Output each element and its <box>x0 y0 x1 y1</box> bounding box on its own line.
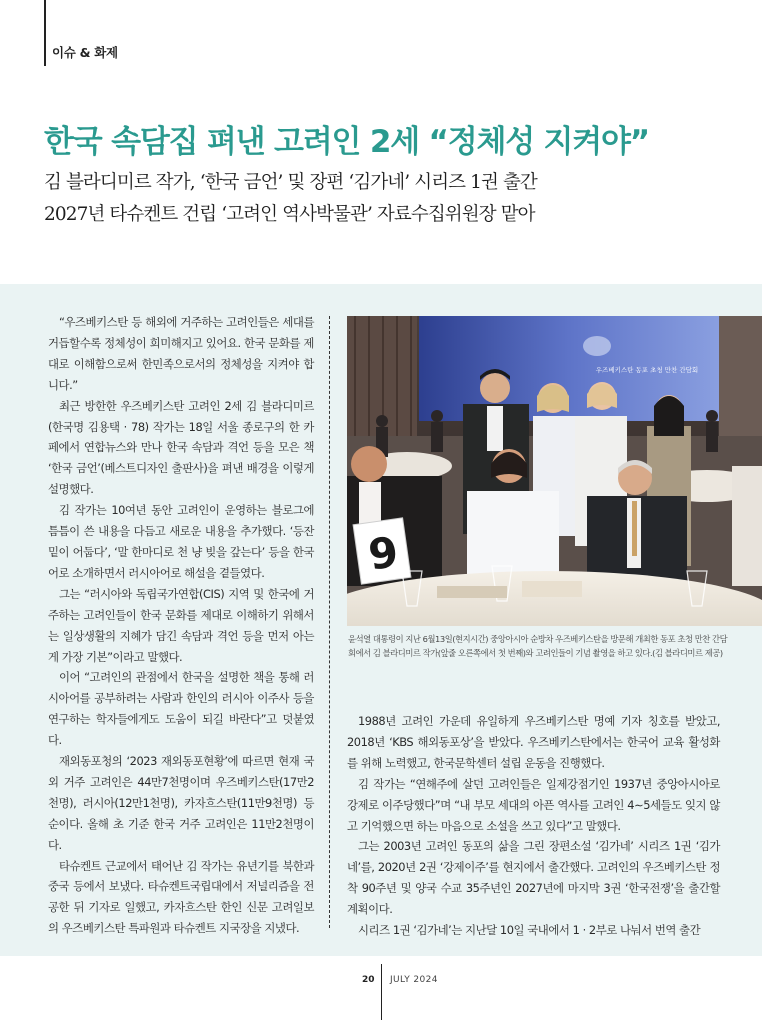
body-paragraph: 이어 “고려인의 관점에서 한국을 설명한 책을 통해 러시아어를 공부하려는 사람과 한인의 러시아 이주사 등을 연구하는 학자들에게도 도움이 되길 바란다”고 덧붙였다. <box>48 670 314 748</box>
photo-caption: 윤석열 대통령이 지난 6월13일(현지시간) 중앙아시아 순방차 우즈베키스탄을 방문해 개최한 동포 초청 만찬 간담회에서 김 블라디미르 작가(앞줄 오른쪽에서 첫 번째)와 고려인들이 기념 촬영을 하고 있다.(김 블라디미르 제공) <box>348 634 728 658</box>
photo-banner-text: 우즈베키스탄 동포 초청 만찬 간담회 <box>595 366 699 374</box>
page-number: 20 <box>362 975 375 985</box>
body-paragraph: 시리즈 1권 ‘김가네’는 지난달 10일 국내에서 1 · 2부로 나눠서 번역 출간 <box>358 923 701 938</box>
article-photo <box>347 316 762 626</box>
column-divider <box>329 316 330 928</box>
article-subhead-2: 2027년 타슈켄트 건립 ‘고려인 역사박물관’ 자료수집위원장 맡아 <box>44 204 535 225</box>
body-paragraph: 1988년 고려인 가운데 유일하게 우즈베키스탄 명예 기자 칭호를 받았고, 2018년 ‘KBS 해외동포상’을 받았다. 우즈베키스탄에서는 한국어 교육 활성화를 위해 노력했고, 한국문학센터 설립 운동을 진행했다. <box>347 714 720 770</box>
body-paragraph: 김 작가는 “연해주에 살던 고려인들은 일제강점기인 1937년 중앙아시아로 강제로 이주당했다”며 “내 부모 세대의 아픈 역사를 고려인 4∼5세들도 잊지 않고 기억했으면 하는 마음으로 소설을 쓰고 있다”고 말했다. <box>347 776 720 833</box>
body-paragraph: 타슈켄트 근교에서 태어난 김 작가는 유년기를 북한과 중국 등에서 보냈다. 타슈켄트국립대에서 저널리즘을 전공한 뒤 기자로 일했고, 카자흐스탄 한인 신문 고려일보의 우즈베키스탄 특파원과 타슈켄트 지국장을 지냈다. <box>48 858 314 936</box>
issue-date: JULY 2024 <box>390 975 438 985</box>
body-paragraph: 그는 “러시아와 독립국가연합(CIS) 지역 및 한국에 거주하는 고려인들이 한국 문화를 제대로 이해하기 위해서는 일상생활의 지혜가 담긴 속담과 격언 등을 먼저 아는 게 가장 기본”이라고 말했다. <box>48 586 314 664</box>
section-label: 이슈 & 화제 <box>52 45 118 60</box>
photo-table-number: 9 <box>365 527 402 580</box>
body-paragraph: 재외동포청의 ‘2023 재외동포현황’에 따르면 현재 국외 거주 고려인은 44만7천명이며 우즈베키스탄(17만2천명), 러시아(12만1천명), 카자흐스탄(11만9천명) 등 순이다. 올해 초 기준 한국 거주 고려인은 11만2천명이다. <box>48 754 314 852</box>
body-paragraph: 그는 2003년 고려인 동포의 삶을 그린 장편소설 ‘김가네’ 시리즈 1권 ‘김가네’를, 2020년 2권 ‘강제이주’를 현지에서 출간했다. 고려인의 우즈베키스탄 정착 90주년 및 양국 수교 35주년인 2027년에 마지막 3권 ‘한국전쟁’을 출간할 계획이다. <box>347 839 720 917</box>
body-paragraph: “우즈베키스탄 등 해외에 거주하는 고려인들은 세대를 거듭할수록 정체성이 희미해지고 있어요. 한국 문화를 제대로 이해함으로써 한민족으로서의 정체성을 지켜야 합니다.” <box>48 315 314 392</box>
left-column <box>48 312 314 939</box>
body-paragraph: 최근 방한한 우즈베키스탄 고려인 2세 김 블라디미르(한국명 김용택 · 78) 작가는 18일 서울 종로구의 한 카페에서 연합뉴스와 만나 한국 속담과 격언 등을 모은 책 ‘한국 금언’(베스트디자인 출판사)을 펴낸 배경을 이렇게 설명했다. <box>48 398 314 497</box>
footer-divider <box>381 964 382 1020</box>
section-marker-bar <box>44 0 46 66</box>
right-column <box>347 711 720 941</box>
body-paragraph: 김 작가는 10여년 동안 고려인이 운영하는 블로그에 틈틈이 쓴 내용을 다듬고 새로운 내용을 추가했다. ‘등잔 밑이 어둡다’, ‘말 한마디로 천 냥 빚을 갚는다’ 등을 한국어로 소개하면서 러시아어로 해설을 곁들였다. <box>48 503 314 580</box>
article-subhead-1: 김 블라디미르 작가, ‘한국 금언’ 및 장편 ‘김가네’ 시리즈 1권 출간 <box>44 172 537 193</box>
article-headline: 한국 속담집 펴낸 고려인 2세 “정체성 지켜야” <box>44 124 649 160</box>
